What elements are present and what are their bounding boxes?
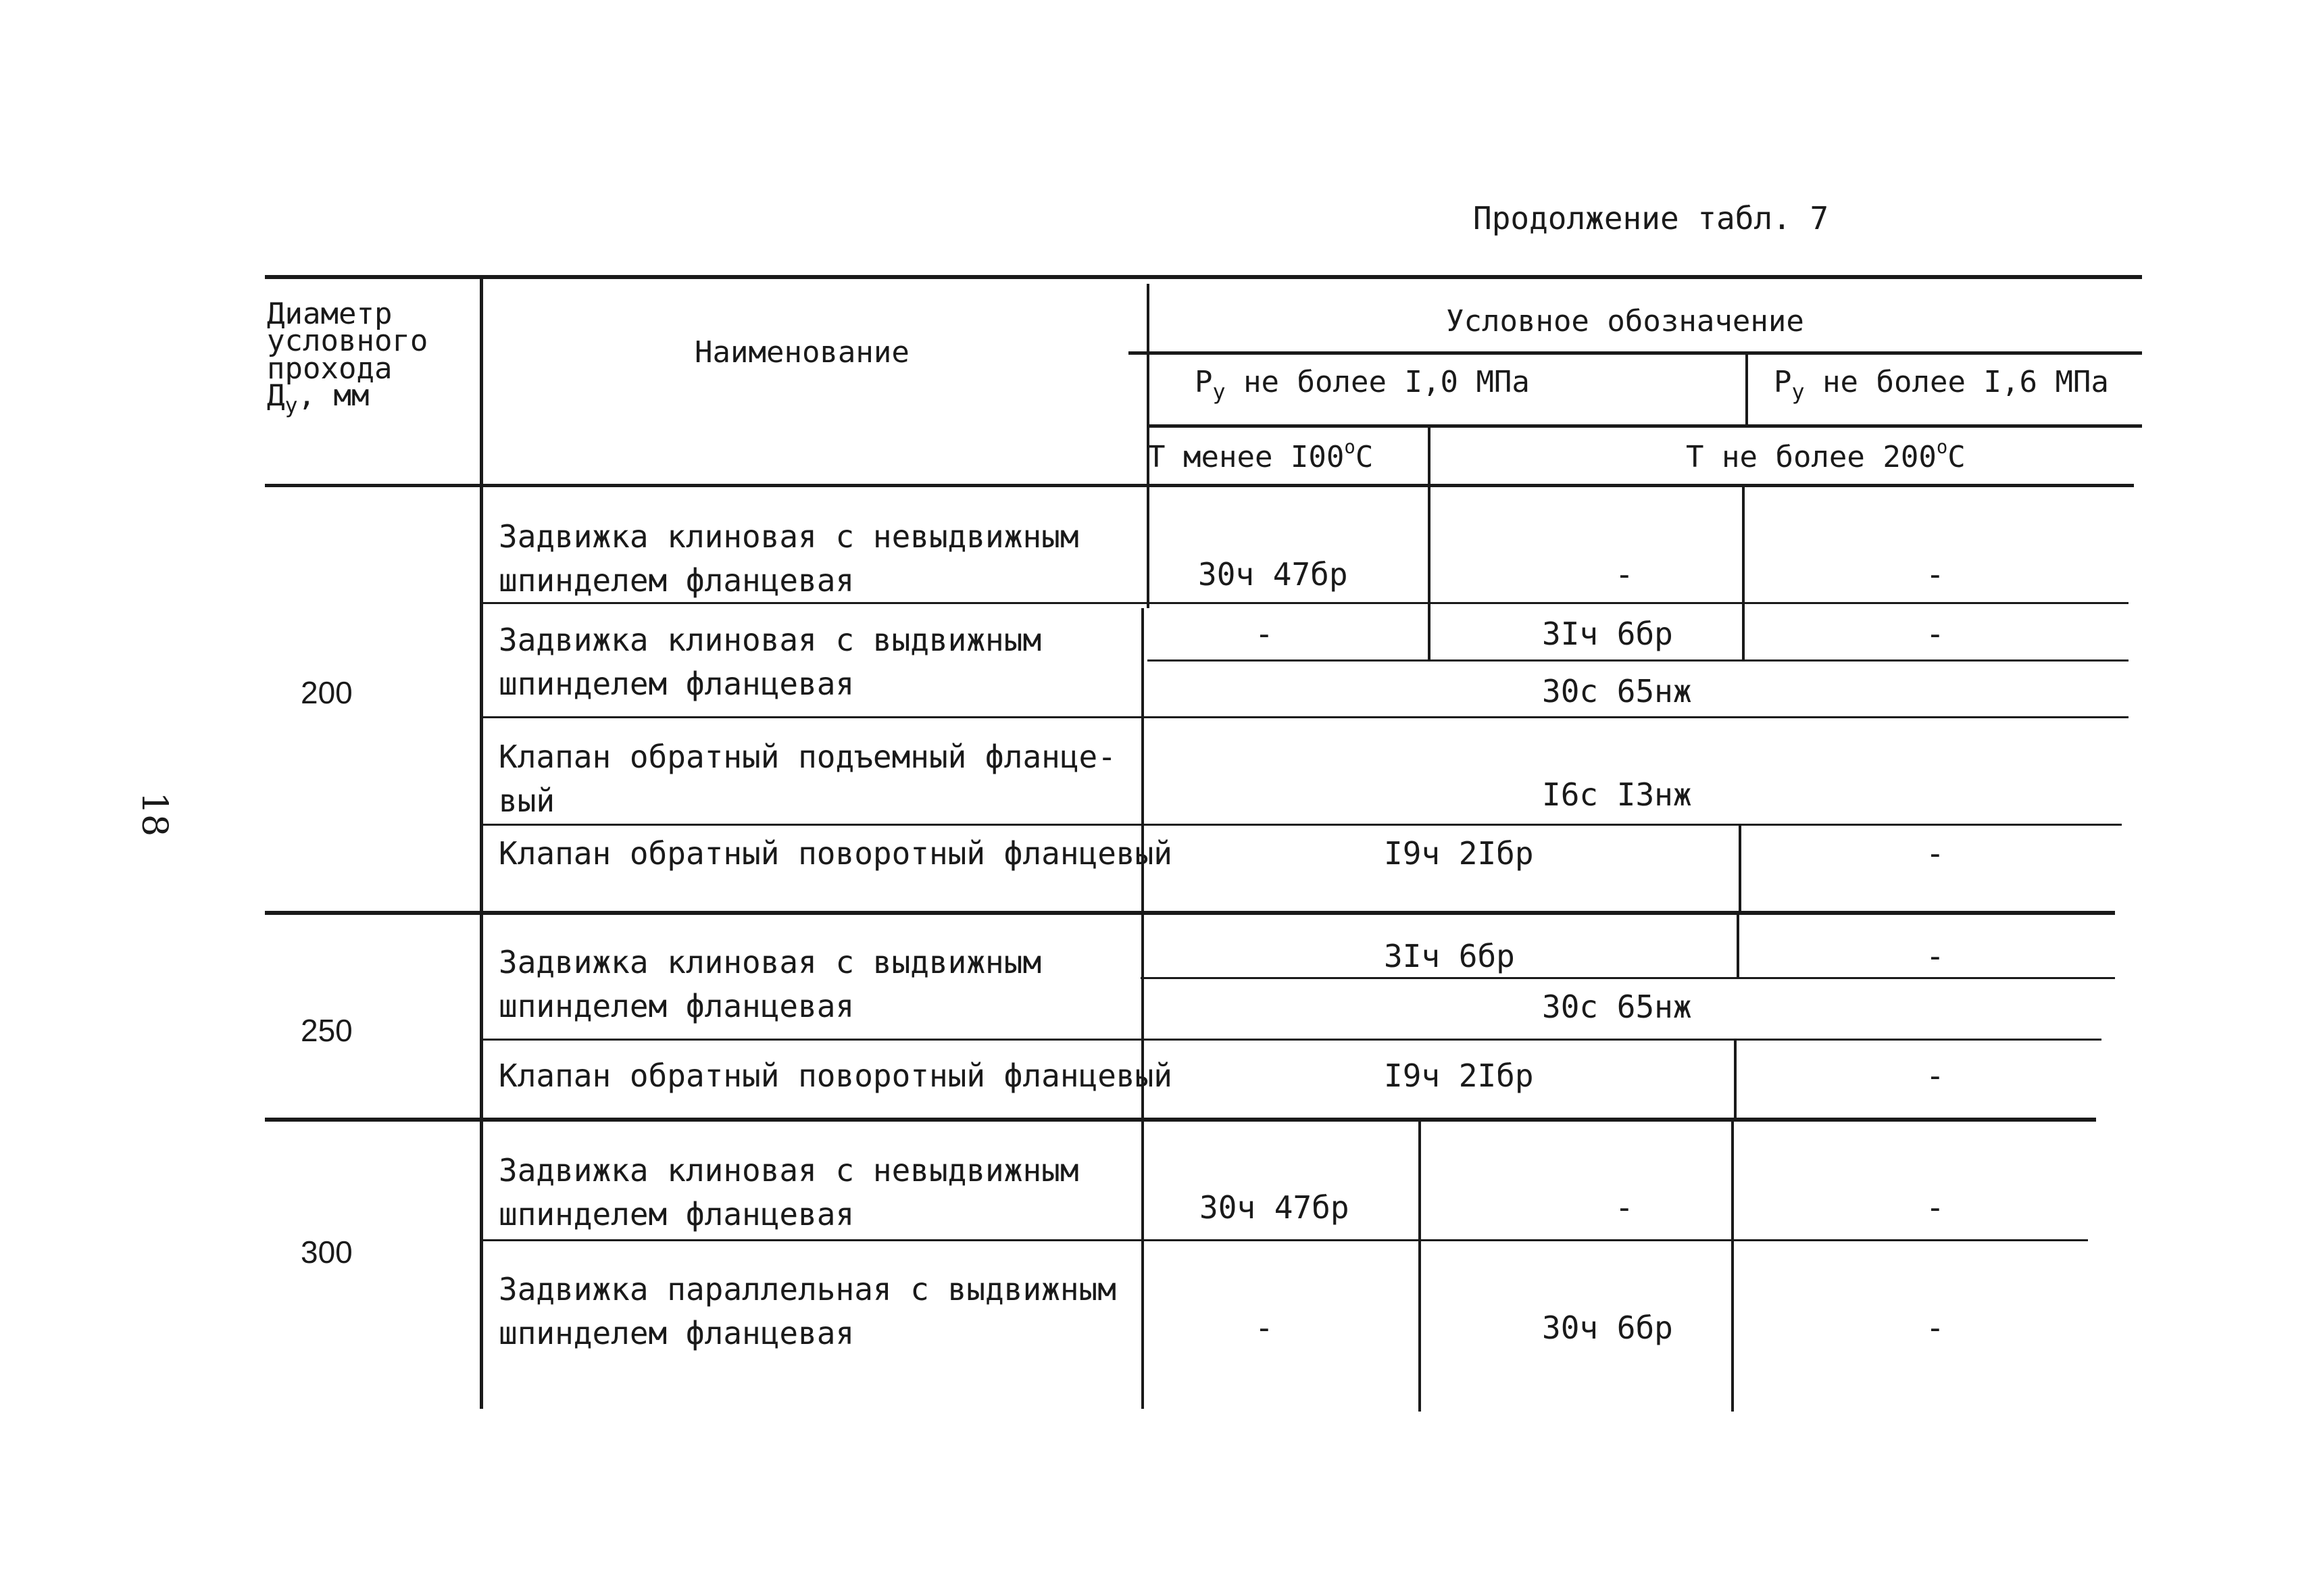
vline-c3-row4 — [1739, 824, 1741, 913]
header-designation: Условное обозначение — [1446, 304, 1804, 339]
rule-row2a — [1147, 659, 2129, 662]
rule-row2 — [480, 716, 2129, 718]
rule-designation — [1128, 351, 2142, 355]
header-temp-2: Т не более $200^оС$ — [1686, 437, 1966, 474]
header-name: Наименование — [695, 335, 910, 370]
rule-row7 — [480, 1239, 2088, 1241]
cell-c12: I9ч 2Iбр — [1384, 1057, 1534, 1094]
diameter-200: 200 — [301, 675, 353, 710]
row-name: Задвижка параллельная с выдвижным шпинделем фланцевая — [499, 1271, 1116, 1352]
rule-header-bottom — [265, 484, 2134, 487]
cell-c1: - — [1255, 1310, 1274, 1346]
vline-c2-200 — [1428, 487, 1430, 661]
header-pressure-1: $Р_у$ не более I,0 МПа — [1195, 365, 1530, 405]
row-name: Задвижка клиновая с выдвижным шпинделем фланцевая — [499, 622, 1042, 703]
row-name: Клапан обратный поворотный фланцевый — [499, 1057, 1172, 1094]
rule-row5 — [480, 1039, 2101, 1041]
cell-c3: - — [1926, 1057, 1945, 1094]
vline-c3-300 — [1731, 1121, 1734, 1412]
diameter-250: 250 — [301, 1013, 353, 1048]
cell-c3: - — [1926, 835, 1945, 872]
vline-c3-row5 — [1737, 914, 1739, 979]
header-temp-1: Т менее $I00^оС$ — [1147, 437, 1374, 474]
cell-c2: 3Iч 6бр — [1542, 616, 1673, 652]
cell-c3: - — [1926, 616, 1945, 652]
table-caption: Продолжение табл. 7 — [1473, 200, 1829, 236]
rule-group2 — [265, 1118, 2096, 1122]
row-name: Клапан обратный подъемный фланце- вый — [499, 739, 1116, 820]
rule-group1 — [265, 911, 2115, 915]
rule-pressure — [1149, 424, 2142, 428]
row-name: Задвижка клиновая с невыдвижным шпинделем фланцевая — [499, 1152, 1079, 1233]
vline-pressure-split — [1745, 355, 1748, 428]
row-name: Задвижка клиновая с выдвижным шпинделем фланцевая — [499, 944, 1042, 1025]
cell-c3: - — [1926, 938, 1945, 974]
header-diameter: Диаметр условного прохода $Д_у$, мм — [267, 297, 428, 419]
page-number: 18 — [134, 791, 175, 837]
vline-c2-300 — [1418, 1121, 1421, 1412]
vline-c3-200 — [1742, 487, 1745, 661]
row-name: Клапан обратный поворотный фланцевый — [499, 835, 1172, 872]
vline-c3-row6 — [1734, 1039, 1737, 1120]
cell-c12: 3Iч 6бр — [1384, 938, 1515, 974]
cell-c1: 30ч 47бр — [1199, 1189, 1349, 1226]
rule-top — [265, 275, 2142, 279]
row-name: Задвижка клиновая с невыдвижным шпинделем фланцевая — [499, 518, 1079, 599]
cell-span: 30с 65нж — [1542, 989, 1692, 1025]
cell-c3: - — [1926, 1189, 1945, 1226]
cell-c2: - — [1615, 1189, 1634, 1226]
cell-c1: 30ч 47бр — [1198, 556, 1348, 593]
cell-span: I6с I3нж — [1542, 776, 1692, 813]
header-pressure-2: $Р_у$ не более I,6 МПа — [1774, 365, 2109, 405]
cell-c2: - — [1615, 556, 1634, 593]
vline-name-left — [480, 277, 483, 1409]
cell-c2: 30ч 6бр — [1542, 1310, 1673, 1346]
cell-c3: - — [1926, 1310, 1945, 1346]
cell-c12: I9ч 2Iбр — [1384, 835, 1534, 872]
cell-c1: - — [1255, 616, 1274, 652]
diameter-300: 300 — [301, 1235, 353, 1270]
vline-designation-left-2 — [1141, 608, 1144, 1409]
rule-row5a — [1141, 977, 2115, 979]
cell-c3: - — [1926, 556, 1945, 593]
cell-span: 30с 65нж — [1542, 673, 1692, 709]
vline-temp-split — [1428, 428, 1430, 485]
rule-row3 — [480, 824, 2122, 826]
